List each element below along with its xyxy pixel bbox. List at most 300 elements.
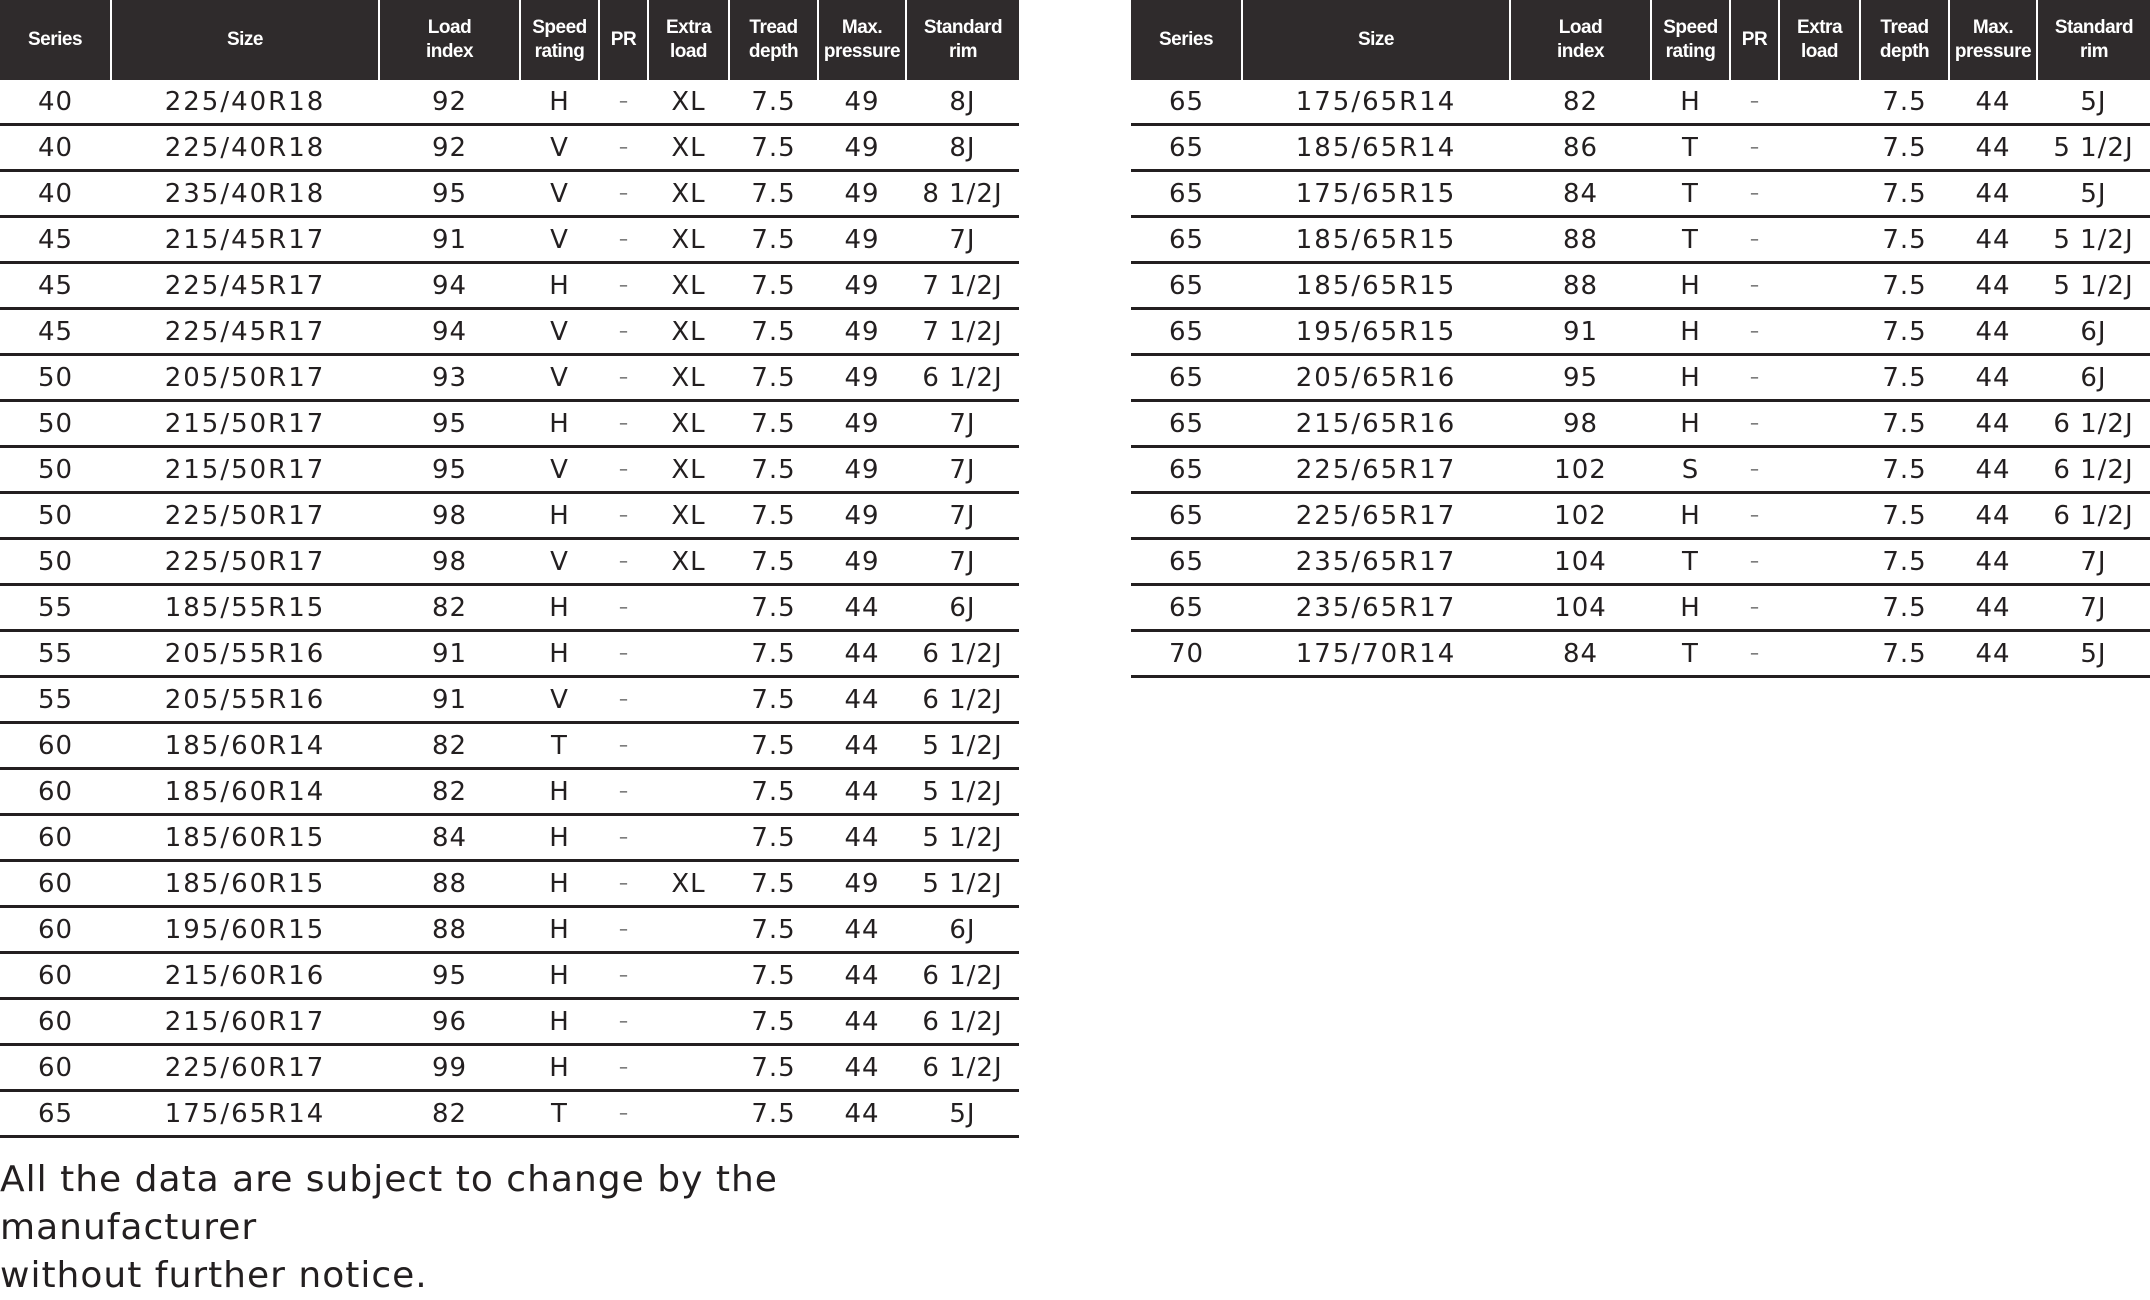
cell-tread-depth: 7.5 <box>1860 125 1949 171</box>
cell-max-pressure: 49 <box>818 80 906 125</box>
cell-pr: – <box>599 171 648 217</box>
column-header-size <box>1242 0 1510 80</box>
tire-spec-table-right <box>1131 0 2150 678</box>
cell-speed-rating: H <box>520 493 599 539</box>
cell-series: 65 <box>1131 493 1242 539</box>
cell-tread-depth: 7.5 <box>1860 263 1949 309</box>
column-header-speed-rating <box>520 0 599 80</box>
cell-load-index: 82 <box>1510 80 1651 125</box>
table-row <box>0 125 1019 171</box>
cell-series: 65 <box>1131 309 1242 355</box>
cell-pr: – <box>599 815 648 861</box>
cell-load-index: 84 <box>1510 171 1651 217</box>
cell-extra-load <box>1779 355 1860 401</box>
cell-load-index: 102 <box>1510 447 1651 493</box>
cell-speed-rating: H <box>520 999 599 1045</box>
table-row <box>0 1091 1019 1137</box>
cell-size: 185/65R15 <box>1242 263 1510 309</box>
column-header-line: Standard <box>923 17 1003 38</box>
cell-pr: – <box>1730 447 1779 493</box>
cell-size: 225/40R18 <box>111 125 379 171</box>
table-row <box>0 861 1019 907</box>
cell-max-pressure: 44 <box>818 815 906 861</box>
cell-extra-load <box>1779 447 1860 493</box>
cell-pr: – <box>599 355 648 401</box>
column-header-series <box>0 0 111 80</box>
cell-extra-load <box>1779 171 1860 217</box>
column-header-extra-load <box>1779 0 1860 80</box>
cell-standard-rim: 6J <box>2037 309 2150 355</box>
cell-tread-depth: 7.5 <box>729 539 818 585</box>
column-header-line: pressure <box>1954 41 2032 62</box>
table-row <box>0 401 1019 447</box>
cell-speed-rating: H <box>520 861 599 907</box>
cell-series: 50 <box>0 447 111 493</box>
cell-pr: – <box>599 769 648 815</box>
cell-load-index: 93 <box>379 355 520 401</box>
disclaimer-line: without further notice. <box>0 1255 428 1296</box>
cell-size: 185/60R15 <box>111 861 379 907</box>
cell-load-index: 95 <box>379 401 520 447</box>
cell-max-pressure: 44 <box>818 723 906 769</box>
cell-extra-load <box>1779 539 1860 585</box>
column-header-load-index <box>379 0 520 80</box>
cell-load-index: 91 <box>379 217 520 263</box>
column-header-tread-depth <box>729 0 818 80</box>
cell-size: 225/65R17 <box>1242 447 1510 493</box>
cell-standard-rim: 6 1/2J <box>2037 401 2150 447</box>
cell-pr: – <box>599 447 648 493</box>
cell-pr: – <box>1730 585 1779 631</box>
cell-tread-depth: 7.5 <box>729 447 818 493</box>
cell-series: 65 <box>1131 401 1242 447</box>
cell-load-index: 84 <box>1510 631 1651 677</box>
cell-series: 60 <box>0 723 111 769</box>
cell-speed-rating: H <box>1651 493 1730 539</box>
column-header-line: pressure <box>823 41 901 62</box>
cell-standard-rim: 7J <box>906 539 1019 585</box>
cell-extra-load: XL <box>648 80 729 125</box>
cell-max-pressure: 49 <box>818 447 906 493</box>
cell-tread-depth: 7.5 <box>1860 355 1949 401</box>
column-header-line: rim <box>948 41 978 62</box>
column-header-line: rim <box>2079 41 2109 62</box>
cell-series: 50 <box>0 539 111 585</box>
cell-size: 215/65R16 <box>1242 401 1510 447</box>
cell-series: 60 <box>0 999 111 1045</box>
table-body <box>1131 80 2150 677</box>
cell-speed-rating: H <box>520 815 599 861</box>
cell-series: 45 <box>0 263 111 309</box>
cell-max-pressure: 44 <box>818 907 906 953</box>
cell-pr: – <box>599 539 648 585</box>
cell-speed-rating: H <box>1651 585 1730 631</box>
cell-series: 50 <box>0 355 111 401</box>
cell-load-index: 88 <box>379 907 520 953</box>
cell-speed-rating: V <box>520 539 599 585</box>
cell-max-pressure: 44 <box>1949 217 2037 263</box>
table-row <box>0 171 1019 217</box>
column-header-line: Extra <box>1796 17 1843 38</box>
cell-pr: – <box>599 1091 648 1137</box>
table-row <box>1131 631 2150 677</box>
cell-speed-rating: V <box>520 309 599 355</box>
cell-size: 215/60R16 <box>111 953 379 999</box>
cell-tread-depth: 7.5 <box>729 1045 818 1091</box>
cell-max-pressure: 44 <box>818 1091 906 1137</box>
tire-spec-table-left <box>0 0 1019 1138</box>
cell-load-index: 82 <box>379 723 520 769</box>
cell-load-index: 82 <box>379 585 520 631</box>
cell-standard-rim: 7 1/2J <box>906 263 1019 309</box>
cell-pr: – <box>599 493 648 539</box>
cell-extra-load <box>1779 585 1860 631</box>
cell-series: 45 <box>0 309 111 355</box>
cell-max-pressure: 44 <box>1949 80 2037 125</box>
cell-pr: – <box>1730 125 1779 171</box>
column-header-pr <box>599 0 648 80</box>
cell-series: 65 <box>1131 263 1242 309</box>
cell-standard-rim: 8J <box>906 125 1019 171</box>
cell-standard-rim: 5J <box>906 1091 1019 1137</box>
cell-load-index: 95 <box>379 953 520 999</box>
cell-series: 55 <box>0 631 111 677</box>
cell-pr: – <box>599 80 648 125</box>
cell-speed-rating: H <box>520 80 599 125</box>
cell-speed-rating: H <box>1651 401 1730 447</box>
cell-standard-rim: 5 1/2J <box>2037 217 2150 263</box>
cell-load-index: 92 <box>379 80 520 125</box>
cell-extra-load <box>648 815 729 861</box>
cell-pr: – <box>1730 217 1779 263</box>
cell-load-index: 94 <box>379 309 520 355</box>
cell-standard-rim: 7J <box>2037 585 2150 631</box>
cell-size: 235/40R18 <box>111 171 379 217</box>
table-header <box>1131 0 2150 80</box>
cell-extra-load: XL <box>648 539 729 585</box>
cell-standard-rim: 5 1/2J <box>2037 263 2150 309</box>
cell-max-pressure: 44 <box>818 769 906 815</box>
cell-standard-rim: 5J <box>2037 171 2150 217</box>
cell-speed-rating: H <box>520 263 599 309</box>
cell-load-index: 84 <box>379 815 520 861</box>
cell-standard-rim: 5 1/2J <box>906 723 1019 769</box>
cell-load-index: 98 <box>379 493 520 539</box>
cell-speed-rating: V <box>520 355 599 401</box>
table-row <box>1131 171 2150 217</box>
cell-standard-rim: 6J <box>2037 355 2150 401</box>
cell-standard-rim: 6 1/2J <box>906 999 1019 1045</box>
table-row <box>0 309 1019 355</box>
column-header-line: Max. <box>1972 17 2014 38</box>
cell-extra-load <box>648 1091 729 1137</box>
cell-load-index: 92 <box>379 125 520 171</box>
cell-speed-rating: H <box>520 769 599 815</box>
cell-max-pressure: 44 <box>1949 171 2037 217</box>
cell-series: 60 <box>0 1045 111 1091</box>
cell-size: 215/60R17 <box>111 999 379 1045</box>
cell-load-index: 102 <box>1510 493 1651 539</box>
cell-size: 185/65R14 <box>1242 125 1510 171</box>
cell-size: 215/45R17 <box>111 217 379 263</box>
cell-speed-rating: H <box>1651 263 1730 309</box>
cell-max-pressure: 44 <box>818 999 906 1045</box>
column-header-tread-depth <box>1860 0 1949 80</box>
cell-tread-depth: 7.5 <box>729 677 818 723</box>
cell-size: 185/60R15 <box>111 815 379 861</box>
disclaimer-line: All the data are subject to change by the manufacturer <box>0 1159 778 1248</box>
column-header-line: Tread <box>749 17 798 38</box>
cell-series: 60 <box>0 861 111 907</box>
cell-tread-depth: 7.5 <box>729 861 818 907</box>
cell-speed-rating: V <box>520 447 599 493</box>
cell-load-index: 94 <box>379 263 520 309</box>
cell-extra-load <box>1779 631 1860 677</box>
cell-extra-load <box>1779 493 1860 539</box>
table-row <box>0 585 1019 631</box>
cell-max-pressure: 44 <box>818 953 906 999</box>
cell-tread-depth: 7.5 <box>1860 217 1949 263</box>
cell-pr: – <box>1730 309 1779 355</box>
cell-extra-load <box>648 953 729 999</box>
column-header-line: rating <box>1665 41 1716 62</box>
cell-extra-load <box>1779 80 1860 125</box>
cell-tread-depth: 7.5 <box>729 585 818 631</box>
cell-series: 50 <box>0 401 111 447</box>
cell-size: 185/55R15 <box>111 585 379 631</box>
cell-max-pressure: 44 <box>1949 585 2037 631</box>
cell-tread-depth: 7.5 <box>1860 631 1949 677</box>
table-header <box>0 0 1019 80</box>
cell-pr: – <box>599 263 648 309</box>
cell-max-pressure: 44 <box>818 631 906 677</box>
cell-standard-rim: 7 1/2J <box>906 309 1019 355</box>
cell-load-index: 82 <box>379 769 520 815</box>
cell-speed-rating: H <box>1651 355 1730 401</box>
cell-tread-depth: 7.5 <box>1860 80 1949 125</box>
cell-extra-load: XL <box>648 263 729 309</box>
cell-extra-load <box>1779 309 1860 355</box>
cell-series: 60 <box>0 953 111 999</box>
table-row <box>1131 355 2150 401</box>
cell-standard-rim: 5 1/2J <box>906 815 1019 861</box>
cell-tread-depth: 7.5 <box>1860 309 1949 355</box>
cell-series: 65 <box>1131 171 1242 217</box>
cell-standard-rim: 6 1/2J <box>906 953 1019 999</box>
column-header-max-pressure <box>1949 0 2037 80</box>
cell-pr: – <box>1730 355 1779 401</box>
cell-size: 175/70R14 <box>1242 631 1510 677</box>
cell-max-pressure: 44 <box>1949 125 2037 171</box>
table-row <box>0 217 1019 263</box>
cell-max-pressure: 49 <box>818 263 906 309</box>
cell-max-pressure: 44 <box>1949 401 2037 447</box>
table-row <box>1131 125 2150 171</box>
cell-load-index: 96 <box>379 999 520 1045</box>
cell-series: 65 <box>1131 539 1242 585</box>
cell-max-pressure: 44 <box>1949 493 2037 539</box>
column-header-line: Series <box>27 29 83 50</box>
cell-size: 195/60R15 <box>111 907 379 953</box>
cell-speed-rating: T <box>1651 631 1730 677</box>
table-row <box>0 447 1019 493</box>
table-body <box>0 80 1019 1137</box>
cell-tread-depth: 7.5 <box>1860 447 1949 493</box>
cell-pr: – <box>1730 493 1779 539</box>
cell-tread-depth: 7.5 <box>729 769 818 815</box>
column-header-line: rating <box>534 41 585 62</box>
cell-pr: – <box>599 309 648 355</box>
column-header-line: Extra <box>665 17 712 38</box>
cell-extra-load <box>1779 401 1860 447</box>
cell-tread-depth: 7.5 <box>729 493 818 539</box>
cell-size: 175/65R15 <box>1242 171 1510 217</box>
cell-extra-load: XL <box>648 171 729 217</box>
cell-standard-rim: 7J <box>2037 539 2150 585</box>
cell-max-pressure: 44 <box>1949 309 2037 355</box>
cell-size: 225/45R17 <box>111 263 379 309</box>
cell-standard-rim: 6J <box>906 907 1019 953</box>
cell-pr: – <box>1730 631 1779 677</box>
cell-max-pressure: 44 <box>1949 355 2037 401</box>
cell-extra-load: XL <box>648 355 729 401</box>
cell-extra-load <box>648 907 729 953</box>
cell-tread-depth: 7.5 <box>729 631 818 677</box>
column-header-extra-load <box>648 0 729 80</box>
table-row <box>0 539 1019 585</box>
cell-speed-rating: T <box>1651 217 1730 263</box>
cell-standard-rim: 6J <box>906 585 1019 631</box>
cell-extra-load: XL <box>648 125 729 171</box>
cell-extra-load: XL <box>648 861 729 907</box>
cell-load-index: 99 <box>379 1045 520 1091</box>
column-header-line: load <box>669 41 708 62</box>
cell-load-index: 95 <box>379 171 520 217</box>
cell-size: 175/65R14 <box>1242 80 1510 125</box>
cell-tread-depth: 7.5 <box>1860 493 1949 539</box>
cell-load-index: 104 <box>1510 585 1651 631</box>
table-row <box>1131 309 2150 355</box>
cell-tread-depth: 7.5 <box>729 723 818 769</box>
table-row <box>0 907 1019 953</box>
cell-extra-load: XL <box>648 401 729 447</box>
cell-size: 225/65R17 <box>1242 493 1510 539</box>
cell-tread-depth: 7.5 <box>729 263 818 309</box>
table-row <box>0 631 1019 677</box>
cell-standard-rim: 5 1/2J <box>906 861 1019 907</box>
cell-pr: – <box>599 217 648 263</box>
cell-load-index: 104 <box>1510 539 1651 585</box>
table-row <box>0 769 1019 815</box>
cell-pr: – <box>599 631 648 677</box>
cell-load-index: 86 <box>1510 125 1651 171</box>
column-header-load-index <box>1510 0 1651 80</box>
cell-extra-load <box>648 723 729 769</box>
cell-max-pressure: 44 <box>1949 539 2037 585</box>
cell-pr: – <box>599 585 648 631</box>
cell-speed-rating: H <box>1651 309 1730 355</box>
column-header-line: PR <box>1741 29 1768 50</box>
column-header-standard-rim <box>906 0 1019 80</box>
cell-standard-rim: 6 1/2J <box>2037 493 2150 539</box>
cell-series: 60 <box>0 815 111 861</box>
cell-extra-load: XL <box>648 217 729 263</box>
cell-pr: – <box>1730 80 1779 125</box>
cell-tread-depth: 7.5 <box>1860 539 1949 585</box>
cell-size: 225/50R17 <box>111 493 379 539</box>
table-row <box>0 723 1019 769</box>
column-header-max-pressure <box>818 0 906 80</box>
table-row <box>0 80 1019 125</box>
disclaimer-note <box>0 1156 1000 1300</box>
column-header-series <box>1131 0 1242 80</box>
cell-speed-rating: T <box>1651 539 1730 585</box>
column-header-speed-rating <box>1651 0 1730 80</box>
cell-series: 60 <box>0 769 111 815</box>
cell-size: 235/65R17 <box>1242 585 1510 631</box>
cell-pr: – <box>1730 171 1779 217</box>
cell-speed-rating: H <box>520 1045 599 1091</box>
cell-series: 65 <box>1131 585 1242 631</box>
cell-max-pressure: 49 <box>818 171 906 217</box>
column-header-line: index <box>1556 41 1605 62</box>
cell-extra-load <box>648 585 729 631</box>
cell-tread-depth: 7.5 <box>1860 585 1949 631</box>
cell-pr: – <box>1730 401 1779 447</box>
cell-tread-depth: 7.5 <box>729 309 818 355</box>
column-header-line: Speed <box>532 17 587 38</box>
cell-tread-depth: 7.5 <box>729 355 818 401</box>
cell-load-index: 91 <box>379 631 520 677</box>
cell-extra-load <box>1779 263 1860 309</box>
table-row <box>1131 263 2150 309</box>
cell-series: 65 <box>1131 217 1242 263</box>
cell-standard-rim: 8J <box>906 80 1019 125</box>
table-row <box>0 815 1019 861</box>
cell-standard-rim: 5 1/2J <box>906 769 1019 815</box>
cell-max-pressure: 49 <box>818 539 906 585</box>
cell-standard-rim: 6 1/2J <box>906 677 1019 723</box>
table-row <box>1131 401 2150 447</box>
table-row <box>1131 539 2150 585</box>
cell-max-pressure: 44 <box>1949 263 2037 309</box>
cell-tread-depth: 7.5 <box>729 217 818 263</box>
cell-tread-depth: 7.5 <box>729 125 818 171</box>
cell-series: 45 <box>0 217 111 263</box>
cell-series: 65 <box>1131 80 1242 125</box>
cell-max-pressure: 49 <box>818 493 906 539</box>
cell-standard-rim: 8 1/2J <box>906 171 1019 217</box>
column-header-line: Load <box>427 17 472 38</box>
cell-size: 185/60R14 <box>111 723 379 769</box>
cell-max-pressure: 49 <box>818 355 906 401</box>
cell-pr: – <box>599 861 648 907</box>
cell-series: 50 <box>0 493 111 539</box>
cell-max-pressure: 44 <box>818 1045 906 1091</box>
cell-max-pressure: 44 <box>818 677 906 723</box>
table-row <box>1131 493 2150 539</box>
cell-standard-rim: 7J <box>906 493 1019 539</box>
cell-extra-load <box>1779 217 1860 263</box>
cell-standard-rim: 5J <box>2037 631 2150 677</box>
cell-series: 70 <box>1131 631 1242 677</box>
cell-series: 60 <box>0 907 111 953</box>
cell-extra-load: XL <box>648 309 729 355</box>
column-header-size <box>111 0 379 80</box>
cell-speed-rating: V <box>520 171 599 217</box>
table-row <box>0 355 1019 401</box>
cell-pr: – <box>1730 539 1779 585</box>
